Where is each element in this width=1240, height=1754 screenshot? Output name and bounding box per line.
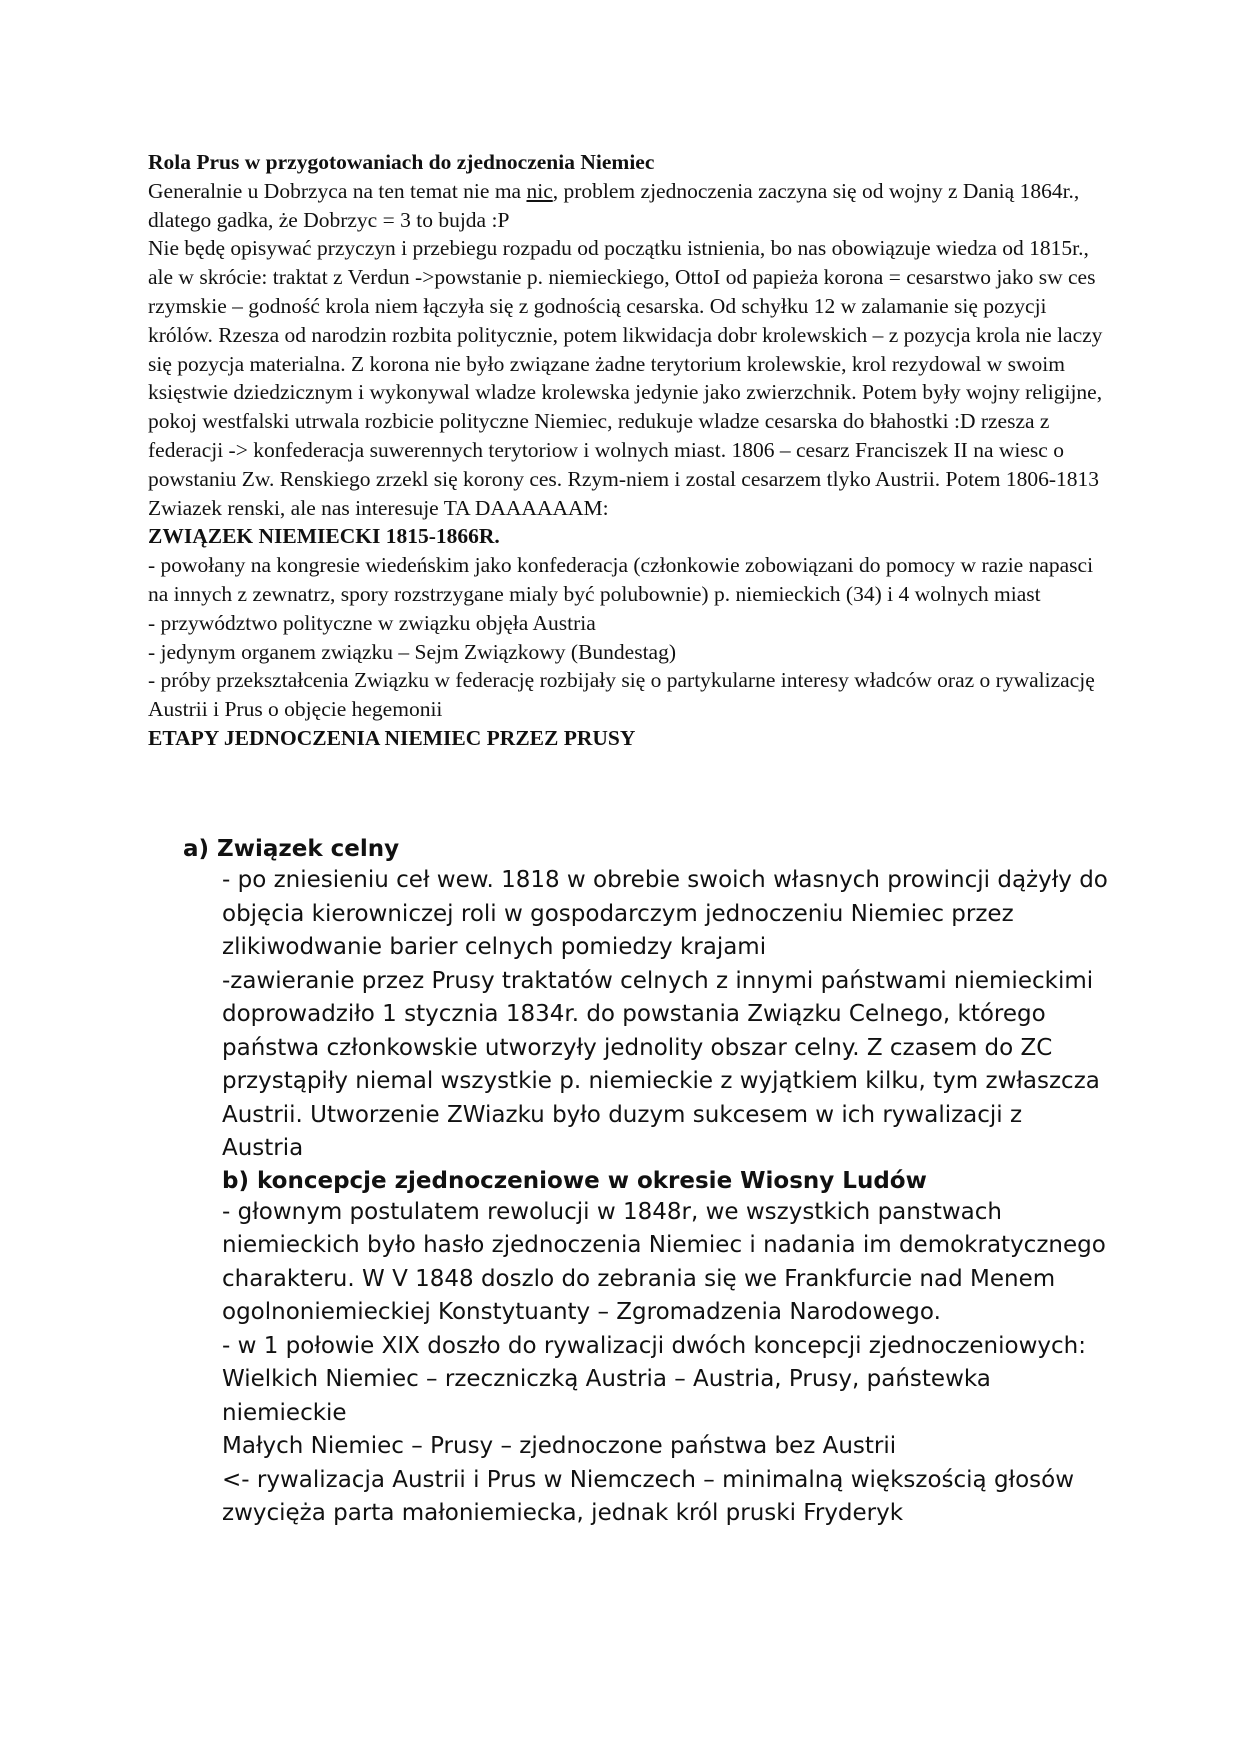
section2-heading: ETAPY JEDNOCZENIA NIEMIEC PRZEZ PRUSY	[148, 725, 636, 750]
subsection-b-paragraph: <- rywalizacja Austrii i Prus w Niemczech – minimalną większością głosów zwycięża parta małoniemiecka, jednak król pruski Fryderyk	[222, 1466, 1075, 1526]
intro-text-start: Generalnie u Dobrzyca na ten temat nie ma	[148, 178, 527, 203]
subsection-a-heading: a) Związek celny	[183, 836, 400, 862]
intro-text-end: , problem zjednoczenia zaczyna się od wojny z Danią 1864r., dlatego gadka, że Dobrzyc = 3 to bujda :P	[148, 178, 1080, 232]
intro-paragraph	[148, 177, 1108, 235]
subsection-b-paragraph: Małych Niemiec – Prusy – zjednoczone państwa bez Austrii	[222, 1433, 897, 1459]
intro-underlined-word: nic	[526, 178, 553, 203]
subsection-b-paragraph: Wielkich Niemiec – rzeczniczką Austria – Austria, Prusy, państewka niemieckie	[222, 1366, 991, 1426]
subsection-b-paragraph: - w 1 połowie XIX doszło do rywalizacji dwóch koncepcji zjednoczeniowych:	[222, 1332, 1086, 1359]
subsection-b-paragraph: - głownym postulatem rewolucji w 1848r, we wszystkich panstwach niemieckich było hasło zjednoczenia Niemiec i nadania im demokratycznego charakteru. W V 1848 doszlo do zebrania się we Frankfurcie nad Menem ogolnoniemieckiej Konstytuanty – Zgromadzenia Narodowego.	[222, 1198, 1106, 1325]
section1-point: - powołany na kongresie wiedeńskim jako konfederacja (członkowie zobowiązani do pomocy w razie napasci na innych z zewnatrz, spory rozstrzygane mialy być polubownie) p. niemieckich (34) i 4 wolnych miast	[148, 553, 1094, 606]
serif-text-block	[148, 148, 1108, 753]
document-title: Rola Prus w przygotowaniach do zjednoczenia Niemiec	[148, 150, 655, 174]
section1-point: - próby przekształcenia Związku w federację rozbijały się o partykularne interesy władców oraz o rywalizację Austrii i Prus o objęcie hegemonii	[148, 668, 1095, 722]
sans-text-block	[148, 834, 1108, 1531]
section1-heading: ZWIĄZEK NIEMIECKI 1815-1866R.	[148, 524, 500, 549]
section1-point: - jedynym organem związku – Sejm Związkowy (Bundestag)	[148, 639, 677, 664]
background-paragraph: Nie będę opisywać przyczyn i przebiegu rozpadu od początku istnienia, bo nas obowiązuje wiedza od 1815r., ale w skrócie: traktat z Verdun ->powstanie p. niemieckiego, OttoI od papieża korona = cesarstwo jako sw ces rzymskie – godność krola niem łączyła się z godnością cesarska. Od schyłku 12 w zalamanie się pozycji królów. Rzesza od narodzin rozbita politycznie, potem likwidacja dobr krolewskich – z pozycja krola nie laczy się pozycja materialna. Z korona nie było związane żadne terytorium krolewskie, krol rezydowal w swoim księstwie dziedzicznym i wykonywal wladze krolewska jedynie jako zwierzchnik. Potem były wojny religijne, pokoj westfalski utrwala rozbicie polityczne Niemiec, redukuje wladze cesarska do błahostki :D rzesza z federacji -> konfederacja suwerennych terytoriow i wolnych miast. 1806 – cesarz Franciszek II na wiesc o powstaniu Zw. Renskiego zrzekl się korony ces. Rzym-niem i zostal cesarzem tlyko Austrii. Potem 1806-1813 Zwiazek renski, ale nas interesuje TA DAAAAAAM:	[148, 236, 1103, 520]
section1-point: - przywództwo polityczne w związku objęła Austria	[148, 610, 596, 635]
subsection-a-paragraph: -zawieranie przez Prusy traktatów celnych z innymi państwami niemieckimi doprowadziło 1 stycznia 1834r. do powstania Związku Celnego, którego państwa członkowskie utworzyły jednolity obszar celny. Z czasem do ZC przystąpiły niemal wszystkie p. niemieckie z wyjątkiem kilku, tym zwłaszcza Austrii. Utworzenie ZWiazku było duzym sukcesem w ich rywalizacji z Austria	[222, 967, 1100, 1161]
subsection-b-heading: b) koncepcje zjednoczeniowe w okresie Wiosny Ludów	[222, 1167, 927, 1194]
subsection-a-paragraph: - po zniesieniu ceł wew. 1818 w obrebie swoich własnych prowincji dążyły do objęcia kierowniczej roli w gospodarczym jednoczeniu Niemiec przez zlikiwodwanie barier celnych pomiedzy krajami	[222, 867, 1108, 960]
